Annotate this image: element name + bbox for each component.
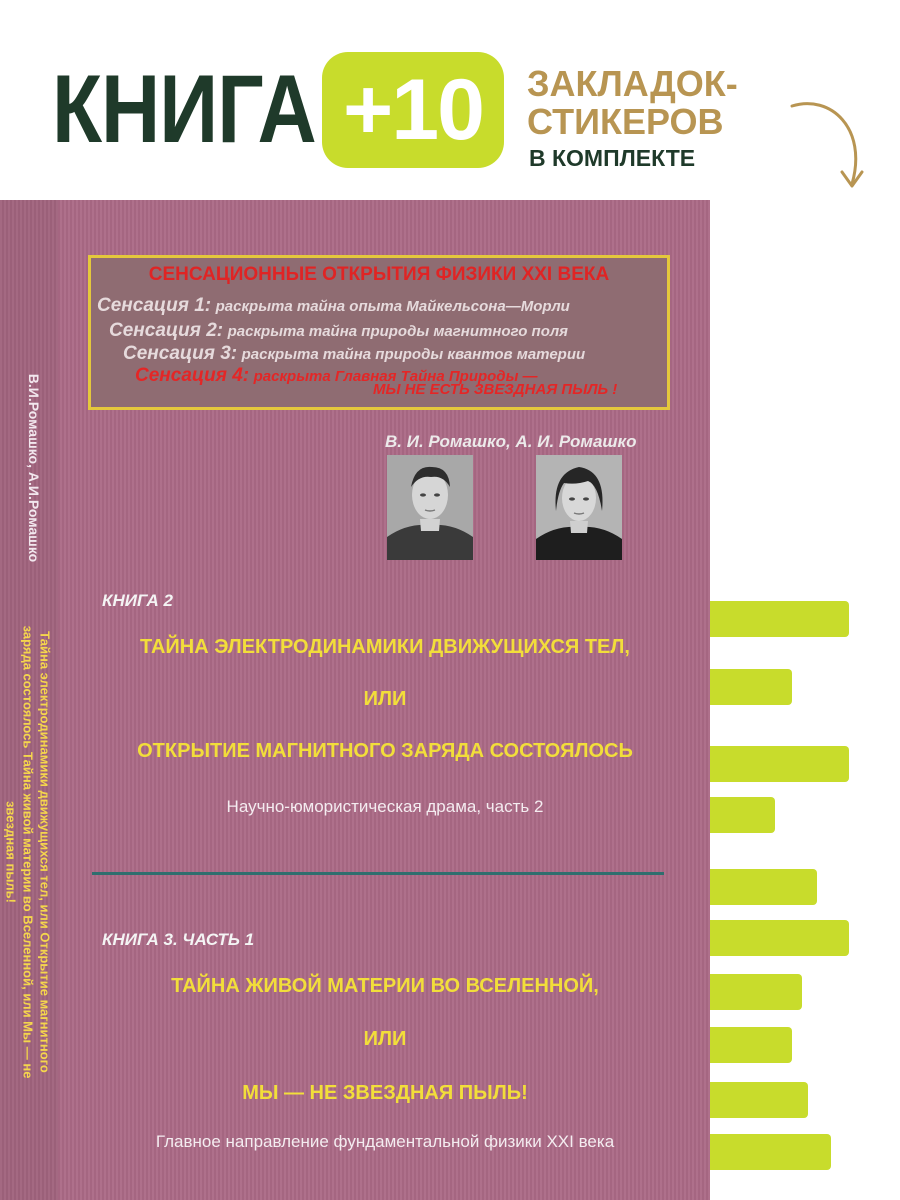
- sticker-bookmark: [705, 669, 792, 705]
- sensation-label: Сенсация 4:: [135, 365, 250, 386]
- sensation-label: Сенсация 2:: [109, 320, 224, 341]
- promo-banner: [0, 0, 900, 205]
- sensation-label: Сенсация 3:: [123, 343, 238, 364]
- book3-title-line1: ТАЙНА ЖИВОЙ МАТЕРИИ ВО ВСЕЛЕННОЙ,: [171, 975, 599, 997]
- banner-book-word: КНИГА: [52, 56, 316, 164]
- book2-subtitle: Научно-юмористическая драма, часть 2: [226, 797, 544, 816]
- sensation-item: [109, 320, 568, 342]
- sensations-box: [88, 255, 670, 410]
- promo-text-line2: СТИКЕРОВ: [527, 101, 724, 142]
- author-photo: [387, 455, 473, 560]
- book-cover: [0, 200, 710, 1200]
- cover-authors: В. И. Ромашко, А. И. Ромашко: [385, 432, 637, 451]
- plus-count-badge: [322, 52, 504, 168]
- sensation-text: раскрыта тайна природы квантов материи: [241, 346, 586, 363]
- sticker-bookmark: [705, 869, 817, 905]
- promo-text-line1: ЗАКЛАДОК-: [527, 63, 738, 104]
- sensation-label: Сенсация 1:: [97, 295, 212, 316]
- sticker-bookmark: [705, 1027, 792, 1063]
- book2-label: КНИГА 2: [102, 591, 173, 610]
- sensation-text: раскрыта Главная Тайна Природы —: [253, 368, 538, 385]
- plus-count-text: +10: [343, 62, 483, 158]
- book2-title-line2: ИЛИ: [363, 688, 407, 710]
- sensation-item: [97, 295, 570, 317]
- book3-title-line2: ИЛИ: [363, 1028, 407, 1050]
- sticker-bookmark: [705, 746, 849, 782]
- curved-arrow-down-icon: [790, 98, 870, 194]
- sticker-bookmark: [705, 974, 802, 1010]
- book2-title-line3: ОТКРЫТИЕ МАГНИТНОГО ЗАРЯДА СОСТОЯЛОСЬ: [137, 740, 633, 762]
- cover-divider: [92, 872, 664, 875]
- book3-subtitle: Главное направление фундаментальной физики XXI века: [155, 1132, 615, 1151]
- sensation-text: раскрыта тайна природы магнитного поля: [227, 323, 569, 340]
- sticker-bookmark: [705, 1134, 831, 1170]
- author-photo: [536, 455, 622, 560]
- sensation-text: раскрыта тайна опыта Майкельсона—Морли: [215, 298, 570, 315]
- book3-title-line3: МЫ — НЕ ЗВЕЗДНАЯ ПЫЛЬ!: [242, 1082, 528, 1104]
- sticker-bookmark: [705, 601, 849, 637]
- spine-title: Тайна электродинамики движущихся тел, или Открытие магнитного заряда состоялось Тайна живой материи во Вселенной, или Мы — не звездная пыль!: [3, 625, 53, 1079]
- spine-authors: В.И.Ромашко, А.И.Ромашко: [26, 373, 42, 563]
- sensation-tail: МЫ НЕ ЕСТЬ ЗВЕЗДНАЯ ПЫЛЬ !: [373, 381, 618, 398]
- book2-title-line1: ТАЙНА ЭЛЕКТРОДИНАМИКИ ДВИЖУЩИХСЯ ТЕЛ,: [140, 636, 630, 658]
- sticker-bookmark: [705, 1082, 808, 1118]
- sensation-item: [123, 343, 585, 365]
- sticker-bookmark: [705, 797, 775, 833]
- sticker-bookmark: [705, 920, 849, 956]
- sensations-heading: СЕНСАЦИОННЫЕ ОТКРЫТИЯ ФИЗИКИ XXI ВЕКА: [148, 264, 610, 285]
- book3-label: КНИГА 3. ЧАСТЬ 1: [102, 930, 255, 949]
- promo-text-line3: В КОМПЛЕКТЕ: [529, 145, 696, 171]
